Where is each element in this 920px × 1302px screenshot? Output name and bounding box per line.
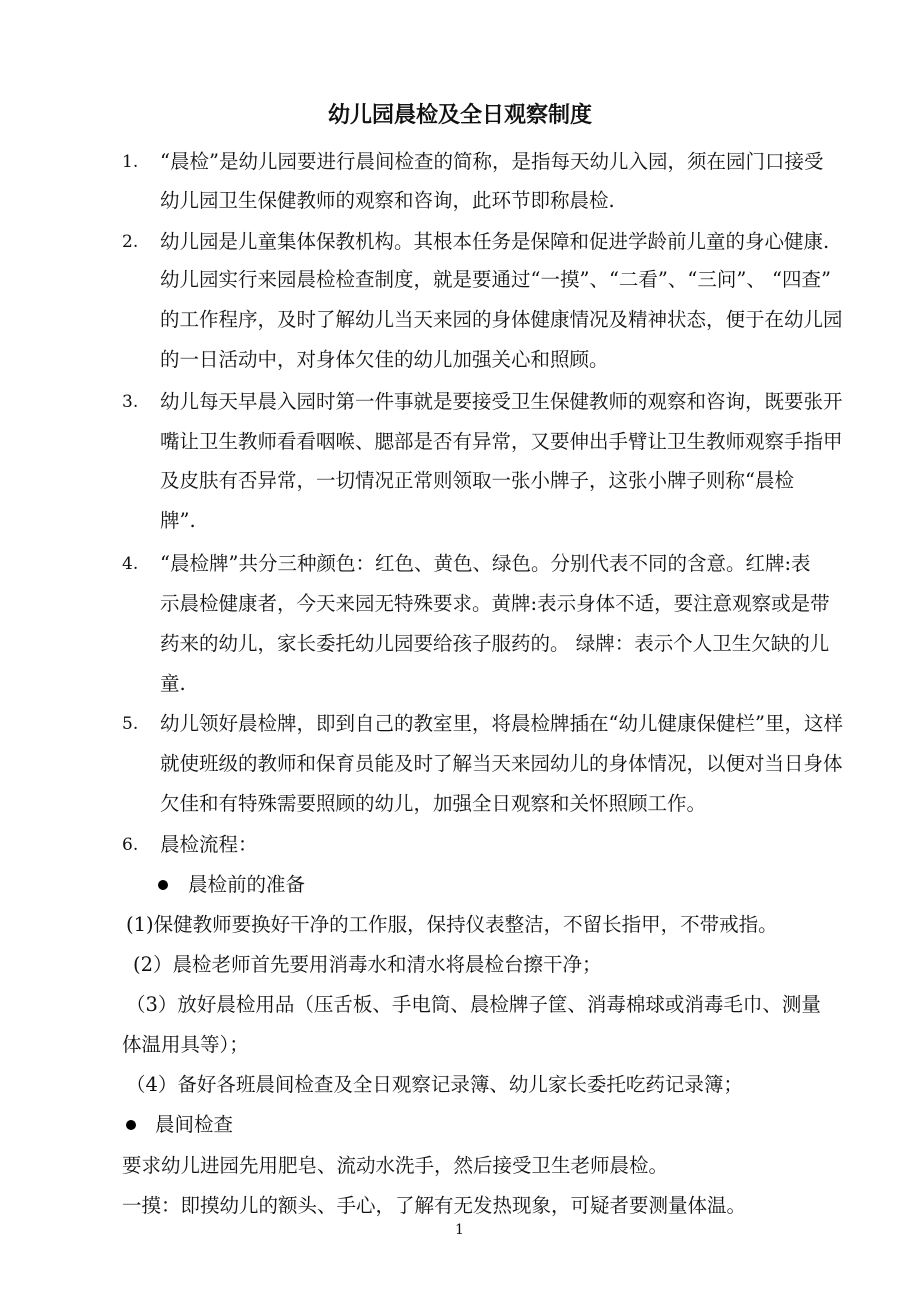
item-number: 1. [122, 152, 139, 172]
paragraph-line: (1)保健教师要换好干净的工作服，保持仪表整洁，不留长指甲，不带戒指。 [126, 913, 778, 936]
paragraph-line: 幼儿园是儿童集体保教机构。其根本任务是保障和促进学龄前儿童的身心健康. [160, 230, 830, 253]
paragraph-line: 幼儿每天早晨入园时第一件事就是要接受卫生保健教师的观察和咨询，既要张开 [160, 390, 843, 413]
paragraph-line: “晨检”是幼儿园要进行晨间检查的简称，是指每天幼儿入园，须在园门口接受 [160, 150, 824, 173]
paragraph-line: 的一日活动中，对身体欠佳的幼儿加强关心和照顾。 [160, 348, 609, 371]
item-number: 6. [122, 835, 139, 855]
paragraph-line: 就使班级的教师和保育员能及时了解当天来园幼儿的身体情况，以便对当日身体 [160, 752, 843, 775]
paragraph-line: 药来的幼儿，家长委托幼儿园要给孩子服药的。 绿牌：表示个人卫生欠缺的儿 [160, 632, 830, 655]
paragraph-line: 幼儿领好晨检牌，即到自己的教室里，将晨检牌插在“幼儿健康保健栏”里，这样 [160, 712, 843, 735]
paragraph-line: 的工作程序，及时了解幼儿当天来园的身体健康情况及精神状态，便于在幼儿园 [160, 308, 843, 331]
document-title: 幼儿园晨检及全日观察制度 [327, 103, 592, 128]
paragraph-line: 幼儿园实行来园晨检检查制度，就是要通过“一摸”、“二看”、“三问”、 “四查” [160, 268, 831, 291]
paragraph-line: 晨检流程： [160, 833, 258, 856]
section-heading: 晨检前的准备 [188, 873, 306, 896]
page-number: 1 [455, 1222, 464, 1238]
item-number: 4. [122, 554, 139, 574]
paragraph-line: 欠佳和有特殊需要照顾的幼儿，加强全日观察和关怀照顾工作。 [160, 792, 707, 815]
paragraph-line: （4）备好各班晨间检查及全日观察记录簿、幼儿家长委托吃药记录簿； [126, 1073, 743, 1096]
paragraph-line: 嘴让卫生教师看看咽喉、腮部是否有异常，又要伸出手臂让卫生教师观察手指甲 [160, 430, 843, 453]
paragraph-line: (2）晨检老师首先要用消毒水和清水将晨检台擦干净； [133, 953, 602, 976]
paragraph-line: 体温用具等）； [122, 1033, 249, 1056]
paragraph-line: 童. [160, 672, 186, 695]
paragraph-line: “晨检牌”共分三种颜色：红色、黄色、绿色。分别代表不同的含意。红牌:表 [160, 552, 811, 575]
paragraph-line: 牌”. [160, 509, 196, 532]
paragraph-line: 幼儿园卫生保健教师的观察和咨询，此环节即称晨检. [160, 189, 615, 212]
item-number: 3. [122, 392, 139, 412]
section-heading: 晨间检查 [155, 1113, 234, 1136]
paragraph-line: 示晨检健康者，今天来园无特殊要求。黄牌:表示身体不适，要注意观察或是带 [160, 592, 830, 615]
paragraph-line: 要求幼儿进园先用肥皂、流动水洗手，然后接受卫生老师晨检。 [122, 1154, 669, 1177]
bullet-icon [158, 880, 168, 890]
item-number: 5. [122, 714, 139, 734]
bullet-icon [126, 1120, 136, 1130]
item-number: 2. [122, 232, 139, 252]
paragraph-line: 一摸：即摸幼儿的额头、手心，了解有无发热现象，可疑者要测量体温。 [122, 1194, 747, 1217]
paragraph-line: 及皮肤有否异常，一切情况正常则领取一张小牌子，这张小牌子则称“晨检 [160, 469, 794, 492]
paragraph-line: （3）放好晨检用品（压舌板、手电筒、晨检牌子筐、消毒棉球或消毒毛巾、测量 [126, 993, 821, 1016]
